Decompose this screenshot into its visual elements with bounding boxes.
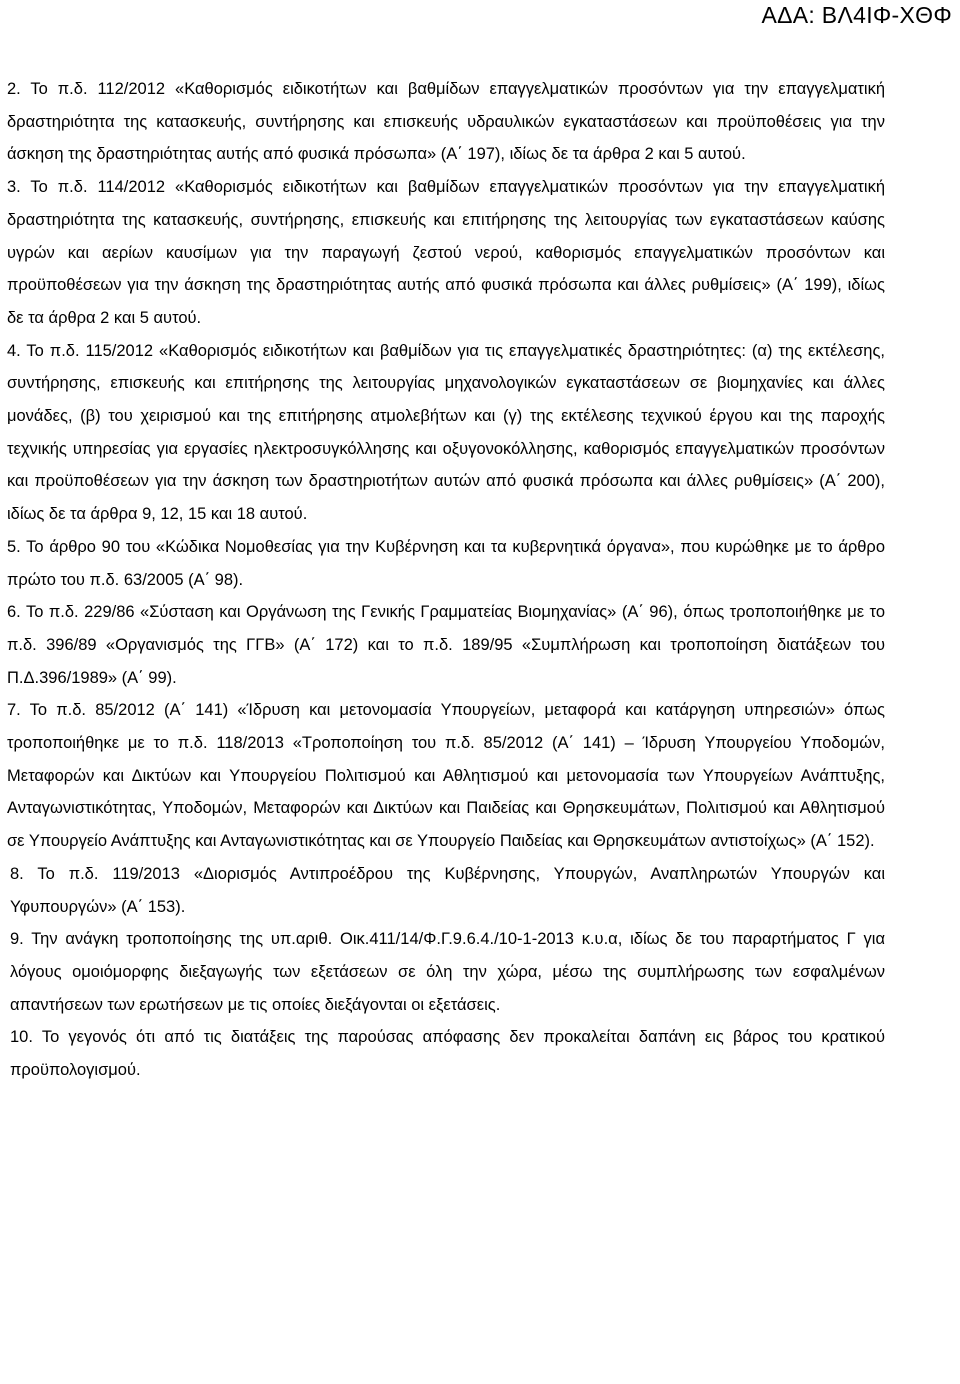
- paragraph-10: 10. Το γεγονός ότι από τις διατάξεις της παρούσας απόφασης δεν προκαλείται δαπάνη εις βάρος του κρατικού προϋπολογισμού.: [10, 1028, 885, 1080]
- paragraph-4: 4. Το π.δ. 115/2012 «Καθορισμός ειδικοτήτων και βαθμίδων για τις επαγγελματικές δραστηριότητες: (α) της εκτέλεσης, συντήρησης, επισκευής και επιτήρησης της λειτουργίας μηχανολογικών εγκαταστάσεων σε βιομηχανίες και άλλες μονάδες, (β) του χειρισμού και της επιτήρησης ατμολεβήτων και (γ) της εκτέλεσης τεχνικού έργου και της παροχής τεχνικής υπηρεσίας για εργασίες ηλεκτροσυγκόλλησης και οξυγονοκόλλησης, καθορισμός επαγγελματικών προσόντων και προϋποθέσεων για την άσκηση των δραστηριοτήτων αυτών από φυσικά πρόσωπα και άλλες ρυθμίσεις» (Α΄ 200), ιδίως δε τα άρθρα 9, 12, 15 και 18 αυτού.: [7, 341, 885, 524]
- paragraph-6: 6. Το π.δ. 229/86 «Σύσταση και Οργάνωση της Γενικής Γραμματείας Βιομηχανίας» (Α΄ 96), όπως τροποποιήθηκε με το π.δ. 396/89 «Οργανισμός της ΓΓΒ» (Α΄ 172) και το π.δ. 189/95 «Συμπλήρωση και τροποποίηση διατάξεων του Π.Δ.396/1989» (Α΄ 99).: [7, 603, 885, 687]
- paragraph-7: 7. Το π.δ. 85/2012 (Α΄ 141) «Ίδρυση και μετονομασία Υπουργείων, μεταφορά και κατάργηση υπηρεσιών» όπως τροποποιήθηκε με το π.δ. 118/2013 «Τροποποίηση του π.δ. 85/2012 (Α΄ 141) – Ίδρυση Υπουργείου Υποδομών, Μεταφορών και Δικτύων και Υπουργείου Πολιτισμού και Αθλητισμού και μετονομασία των Υπουργείων Ανάπτυξης, Ανταγωνιστικότητας, Υποδομών, Μεταφορών και Δικτύων και Παιδείας και Θρησκευμάτων, Πολιτισμού και Αθλητισμού σε Υπουργείο Ανάπτυξης και Ανταγωνιστικότητας και σε Υπουργείο Παιδείας και Θρησκευμάτων αντιστοίχως» (Α΄ 152).: [7, 701, 885, 851]
- document-body: [7, 73, 885, 1087]
- paragraph-5: 5. Το άρθρο 90 του «Κώδικα Νομοθεσίας για την Κυβέρνηση και τα κυβερνητικά όργανα», που κυρώθηκε με το άρθρο πρώτο του π.δ. 63/2005 (Α΄ 98).: [7, 537, 885, 589]
- paragraph-2: 2. Το π.δ. 112/2012 «Καθορισμός ειδικοτήτων και βαθμίδων επαγγελματικών προσόντων για την επαγγελματική δραστηριότητα της κατασκευής, συντήρησης και επισκευής υδραυλικών εγκαταστάσεων και προϋποθέσεις για την άσκηση της δραστηριότητας αυτής από φυσικά πρόσωπα» (Α΄ 197), ιδίως δε τα άρθρα 2 και 5 αυτού.: [7, 80, 885, 164]
- paragraph-3: 3. Το π.δ. 114/2012 «Καθορισμός ειδικοτήτων και βαθμίδων επαγγελματικών προσόντων για την επαγγελματική δραστηριότητα της κατασκευής, συντήρησης, επισκευής και επιτήρησης της λειτουργίας των εγκαταστάσεων καύσης υγρών και αερίων καυσίμων για την παραγωγή ζεστού νερού, καθορισμός επαγγελματικών προσόντων και προϋποθέσεων για την άσκηση της δραστηριότητας αυτής από φυσικά πρόσωπα και άλλες ρυθμίσεις» (Α΄ 199), ιδίως δε τα άρθρα 2 και 5 αυτού.: [7, 178, 885, 327]
- paragraph-9: 9. Την ανάγκη τροποποίησης της υπ.αριθ. Οικ.411/14/Φ.Γ.9.6.4./10-1-2013 κ.υ.α, ιδίως δε του παραρτήματος Γ για λόγους ομοιόμορφης διεξαγωγής των εξετάσεων σε όλη την χώρα, μέσω της συμπλήρωσης των εσφαλμένων απαντήσεων των ερωτήσεων με τις οποίες διεξάγονται οι εξετάσεις.: [10, 930, 885, 1014]
- ada-code-header: ΑΔΑ: ΒΛ4ΙΦ-ΧΘΦ: [761, 2, 952, 28]
- paragraph-8: 8. Το π.δ. 119/2013 «Διορισμός Αντιπροέδρου της Κυβέρνησης, Υπουργών, Αναπληρωτών Υπουργών και Υφυπουργών» (Α΄ 153).: [10, 864, 885, 916]
